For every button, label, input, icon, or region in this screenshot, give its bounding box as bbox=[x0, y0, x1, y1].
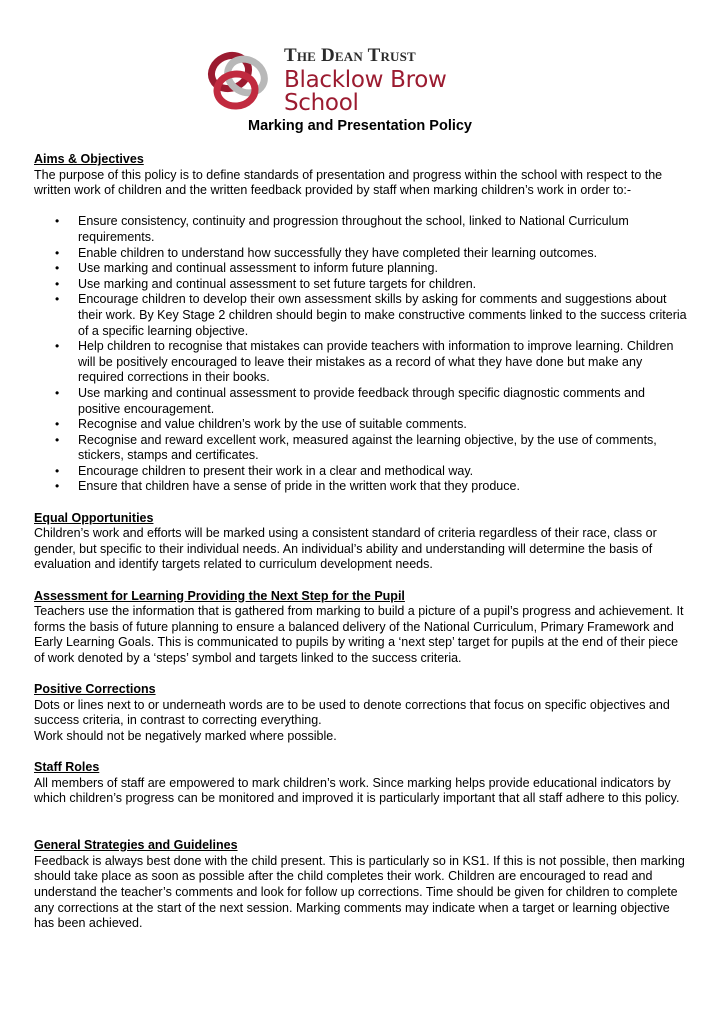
section-general-strategies bbox=[34, 838, 690, 932]
trust-name: The Dean Trust bbox=[284, 44, 416, 66]
section-staff-roles bbox=[34, 760, 690, 807]
blank-line bbox=[34, 823, 690, 839]
aims-heading: Aims & Objectives bbox=[34, 152, 144, 166]
list-item: • Encourage children to present their work in a clear and methodical way. bbox=[55, 463, 474, 478]
equal-heading: Equal Opportunities bbox=[34, 510, 154, 525]
section-assessment-for-learning bbox=[34, 589, 690, 667]
section-aims bbox=[34, 152, 690, 495]
aims-intro: The purpose of this policy is to define standards of presentation and progress within the school with respect to the written work of children and the written feedback provided by staff when marking children’s work in order to:- bbox=[34, 167, 663, 198]
list-item: • Use marking and continual assessment to set future targets for children. bbox=[55, 276, 477, 291]
afl-text: Teachers use the information that is gathered from marking to build a picture of a pupil’s progress and achievement. It forms the basis of future planning to ensure a balanced delivery of the National Curriculum, Primary Framework and Early Learning Goals. This is communicated to pupils by writing a ‘next step’ target for pupils at the end of their piece of work denoted by a ‘steps’ symbol and targets linked to the success criteria. bbox=[34, 604, 684, 665]
corrections-heading: Positive Corrections bbox=[34, 682, 156, 697]
page-title: Marking and Presentation Policy bbox=[248, 118, 472, 134]
section-equal-opportunities bbox=[34, 511, 690, 573]
afl-heading: Assessment for Learning Providing the Next Step for the Pupil bbox=[34, 588, 405, 603]
school-logo bbox=[200, 42, 520, 118]
equal-text: Children’s work and efforts will be marked using a consistent standard of criteria regardless of their race, class or gender, but specific to their individual needs. An individual’s ability and understanding will determine the basis of evaluation and identify targets related to curriculum development needs. bbox=[34, 526, 657, 572]
corrections-text-2: Work should not be negatively marked where possible. bbox=[34, 728, 337, 743]
trust-emblem-icon bbox=[200, 42, 278, 118]
list-item: • Ensure consistency, continuity and progression throughout the school, linked to National Curriculum requirements. bbox=[55, 214, 629, 244]
school-name: Blacklow Brow School bbox=[284, 66, 447, 116]
general-text: Feedback is always best done with the child present. This is particularly so in KS1. If this is not possible, then marking should take place as soon as possible after the child completes their work. Children are encouraged to read and understand the teacher’s comments and look for follow up corrections. Time should be given for children to complete any corrections at the start of the next session. Marking comments may indicate when a target or learning objective has been achieved. bbox=[34, 853, 685, 931]
list-item: • Encourage children to develop their own assessment skills by asking for comments and suggestions about their work. By Key Stage 2 children should begin to make constructive comments linked to the success criteria of a specific learning objective. bbox=[55, 292, 687, 338]
list-item: • Recognise and reward excellent work, measured against the learning objective, by the use of comments, stickers, stamps and certificates. bbox=[55, 432, 657, 463]
list-item: • Use marking and continual assessment to inform future planning. bbox=[55, 261, 438, 276]
aims-list bbox=[34, 214, 690, 495]
list-item: • Use marking and continual assessment to provide feedback through specific diagnostic comments and positive encouragement. bbox=[55, 385, 645, 416]
corrections-text-1: Dots or lines next to or underneath words are to be used to denote corrections that focus on specific objectives and success criteria, in contrast to correcting everything. bbox=[34, 697, 670, 728]
list-item: • Recognise and value children’s work by the use of suitable comments. bbox=[55, 417, 467, 432]
section-positive-corrections bbox=[34, 682, 690, 744]
staff-heading: Staff Roles bbox=[34, 760, 100, 775]
list-item: • Help children to recognise that mistakes can provide teachers with information to improve learning. Children will be positively encouraged to leave their mistakes as a record of what they have done but make any required corrections in their books. bbox=[55, 339, 674, 385]
list-item: • Ensure that children have a sense of pride in the written work that they produce. bbox=[55, 479, 520, 494]
general-heading: General Strategies and Guidelines bbox=[34, 838, 238, 853]
list-item: • Enable children to understand how successfully they have completed their learning outcomes. bbox=[55, 245, 598, 260]
staff-text: All members of staff are empowered to mark children’s work. Since marking helps provide educational indicators by which children’s progress can be monitored and improved it is particularly important that all staff adhere to this policy. bbox=[34, 775, 680, 806]
policy-body bbox=[34, 152, 690, 932]
